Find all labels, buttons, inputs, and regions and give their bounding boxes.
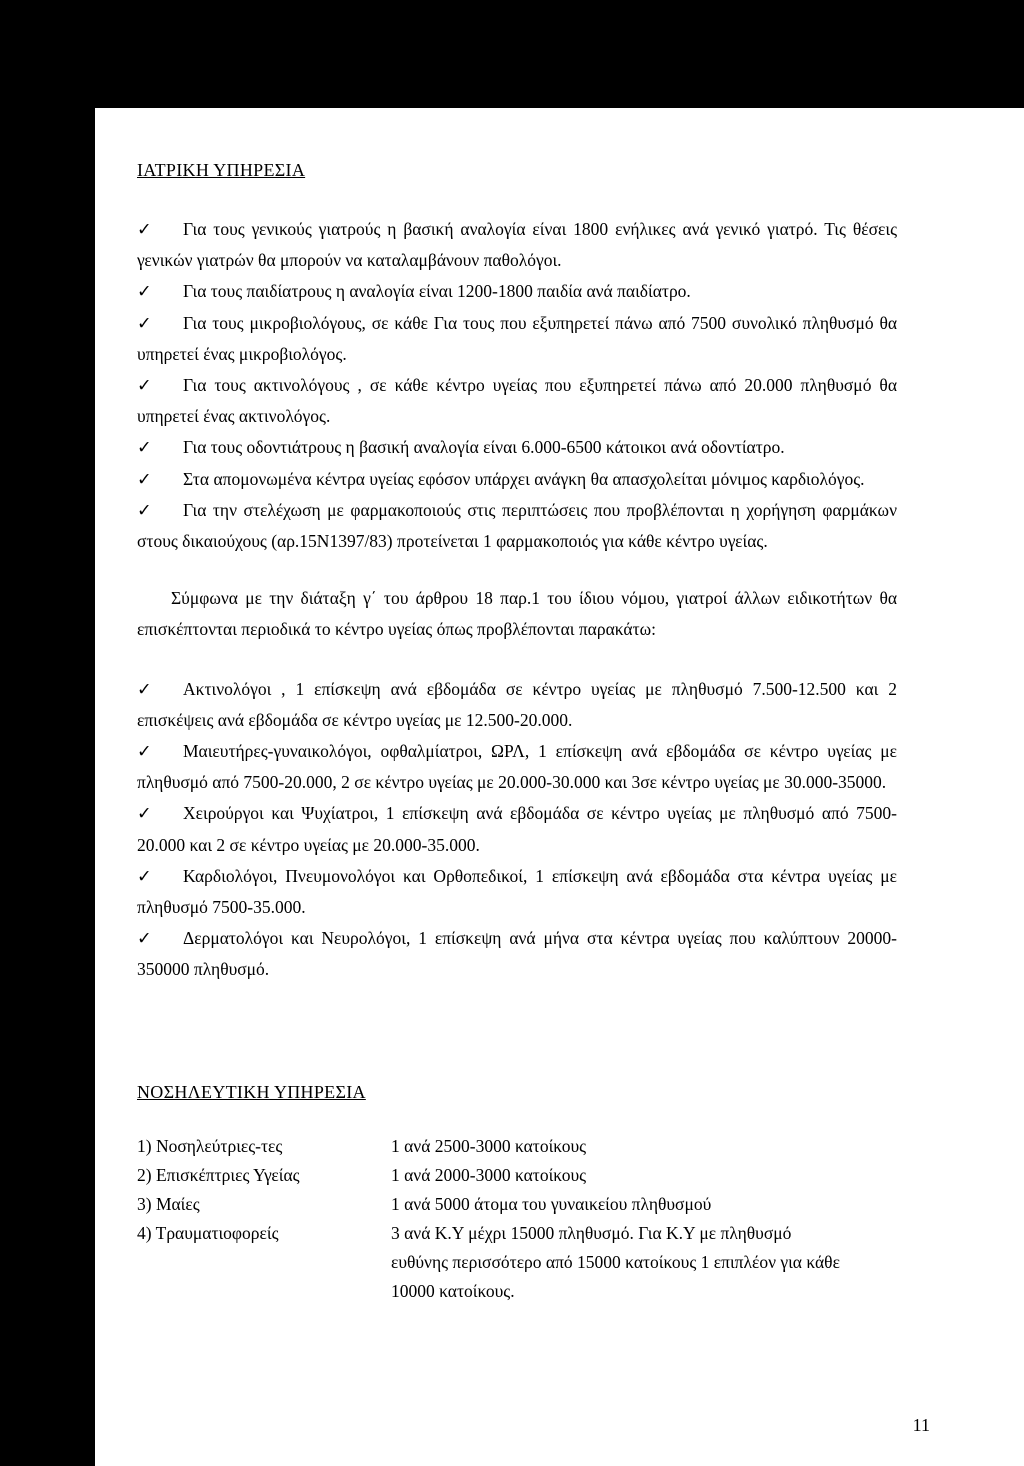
page-number: 11: [912, 1415, 930, 1435]
nursing-service-heading: ΝΟΣΗΛΕΥΤΙΚΗ ΥΠΗΡΕΣΙΑ: [137, 1081, 366, 1102]
document-page: [95, 108, 1024, 1466]
check-mark-icon: ✓: [137, 437, 152, 458]
staff-ratio: 1 ανά 5000 άτομα του γυναικείου πληθυσμού: [391, 1193, 712, 1214]
list-item: [137, 464, 897, 495]
list-item-text: Στα απομονωμένα κέντρα υγείας εφόσον υπάρχει ανάγκη θα απασχολείται μόνιμος καρδιολόγος.: [183, 468, 865, 489]
list-item-text: Ακτινολόγοι , 1 επίσκεψη ανά εβδομάδα σε κέντρο υγείας με πληθυσμό 7.500-12.500 και 2 επισκέψεις ανά εβδομάδα σε κέντρο υγείας με 12.500-20.000.: [137, 678, 897, 730]
list-item: [137, 798, 897, 860]
list-item-text: Για την στελέχωση με φαρμακοποιούς στις περιπτώσεις που προβλέπονται η χορήγηση φαρμάκων στους δικαιούχους (αρ.15Ν1397/83) προτείνεται 1 φαρμακοποιός για κάθε κέντρο υγείας.: [137, 499, 897, 552]
list-item-text: Δερματολόγοι και Νευρολόγοι, 1 επίσκεψη ανά μήνα στα κέντρα υγείας που καλύπτουν 20000-350000 πληθυσμό.: [137, 928, 897, 980]
staff-role: 2) Επισκέπτριες Υγείας: [137, 1164, 300, 1185]
list-item: [137, 214, 897, 276]
list-item: [137, 736, 897, 798]
staff-role: 1) Νοσηλεύτριες-τες: [137, 1135, 283, 1156]
check-mark-icon: ✓: [137, 499, 152, 520]
staff-ratio: 1 ανά 2500-3000 κατοίκους: [391, 1135, 587, 1156]
list-item-text: Καρδιολόγοι, Πνευμονολόγοι και Ορθοπεδικοί, 1 επίσκεψη ανά εβδομάδα στα κέντρα υγείας με πληθυσμό 7500-35.000.: [137, 865, 897, 918]
check-mark-icon: ✓: [137, 928, 152, 949]
list-item: [137, 923, 897, 985]
medical-service-heading: ΙΑΤΡΙΚΗ ΥΠΗΡΕΣΙΑ: [137, 160, 306, 180]
check-mark-icon: ✓: [137, 865, 152, 886]
list-item-text: Για τους ακτινολόγους , σε κάθε κέντρο υγείας που εξυπηρετεί πάνω από 20.000 πληθυσμό θα υπηρετεί ένας ακτινολόγος.: [137, 375, 897, 427]
check-mark-icon: ✓: [137, 281, 152, 302]
check-mark-icon: ✓: [137, 678, 152, 699]
visiting-specialists-paragraph: Σύμφωνα με την διάταξη γ΄ του άρθρου 18 παρ.1 του ίδιου νόμου, γιατροί άλλων ειδικοτήτων θα επισκέπτονται περιοδικά το κέντρο υγείας όπως προβλέπονται παρακάτω:: [137, 588, 897, 640]
check-mark-icon: ✓: [137, 741, 152, 762]
list-item-text: Μαιευτήρες-γυναικολόγοι, οφθαλμίατροι, ΩΡΛ, 1 επίσκεψη ανά εβδομάδα σε κέντρο υγείας με πληθυσμό από 7500-20.000, 2 σε κέντρο υγείας με 20.000-30.000 και 3σε κέντρο υγείας με 30.000-35000.: [137, 741, 897, 793]
check-mark-icon: ✓: [137, 468, 152, 489]
check-mark-icon: ✓: [137, 803, 152, 824]
table-row: [137, 1190, 841, 1219]
list-item: [137, 674, 897, 736]
nursing-staff-table: [137, 1132, 841, 1306]
list-item: [137, 276, 897, 307]
medical-ratio-list: [137, 214, 897, 557]
list-item: [137, 370, 897, 432]
staff-ratio: 3 ανά Κ.Υ μέχρι 15000 πληθυσμό. Για Κ.Υ με πληθυσμό ευθύνης περισσότερο από 15000 κατοίκους 1 επιπλέον για κάθε 10000 κατοίκους.: [391, 1222, 840, 1301]
list-item-text: Για τους μικροβιολόγους, σε κάθε Για τους που εξυπηρετεί πάνω από 7500 συνολικό πληθυσμό θα υπηρετεί ένας μικροβιολόγος.: [137, 312, 897, 364]
list-item: [137, 432, 897, 463]
visits-list: [137, 674, 897, 986]
check-mark-icon: ✓: [137, 375, 152, 396]
check-mark-icon: ✓: [137, 219, 152, 239]
staff-role: 4) Τραυματιοφορείς: [137, 1222, 279, 1243]
check-mark-icon: ✓: [137, 312, 152, 333]
staff-ratio: 1 ανά 2000-3000 κατοίκους: [391, 1164, 587, 1185]
table-row: [137, 1219, 841, 1306]
staff-role: 3) Μαίες: [137, 1193, 200, 1214]
list-item-text: Για τους παιδίατρους η αναλογία είναι 1200-1800 παιδία ανά παιδίατρο.: [183, 281, 691, 302]
list-item: [137, 861, 897, 923]
list-item-text: Χειρούργοι και Ψυχίατροι, 1 επίσκεψη ανά εβδομάδα σε κέντρο υγείας με πληθυσμό από 7500-20.000 και 2 σε κέντρο υγείας με 20.000-35.000.: [137, 803, 897, 855]
list-item: [137, 495, 897, 557]
document-content: [137, 108, 897, 1306]
list-item: [137, 308, 897, 370]
list-item-text: Για τους οδοντιάτρους η βασική αναλογία είναι 6.000-6500 κάτοικοι ανά οδοντίατρο.: [183, 437, 785, 458]
list-item-text: Για τους γενικούς γιατρούς η βασική αναλογία είναι 1800 ενήλικες ανά γενικό γιατρό. Τις θέσεις γενικών γιατρών θα μπορούν να καταλαμβάνουν παθολόγοι.: [137, 219, 897, 271]
table-row: [137, 1132, 841, 1161]
table-row: [137, 1161, 841, 1190]
